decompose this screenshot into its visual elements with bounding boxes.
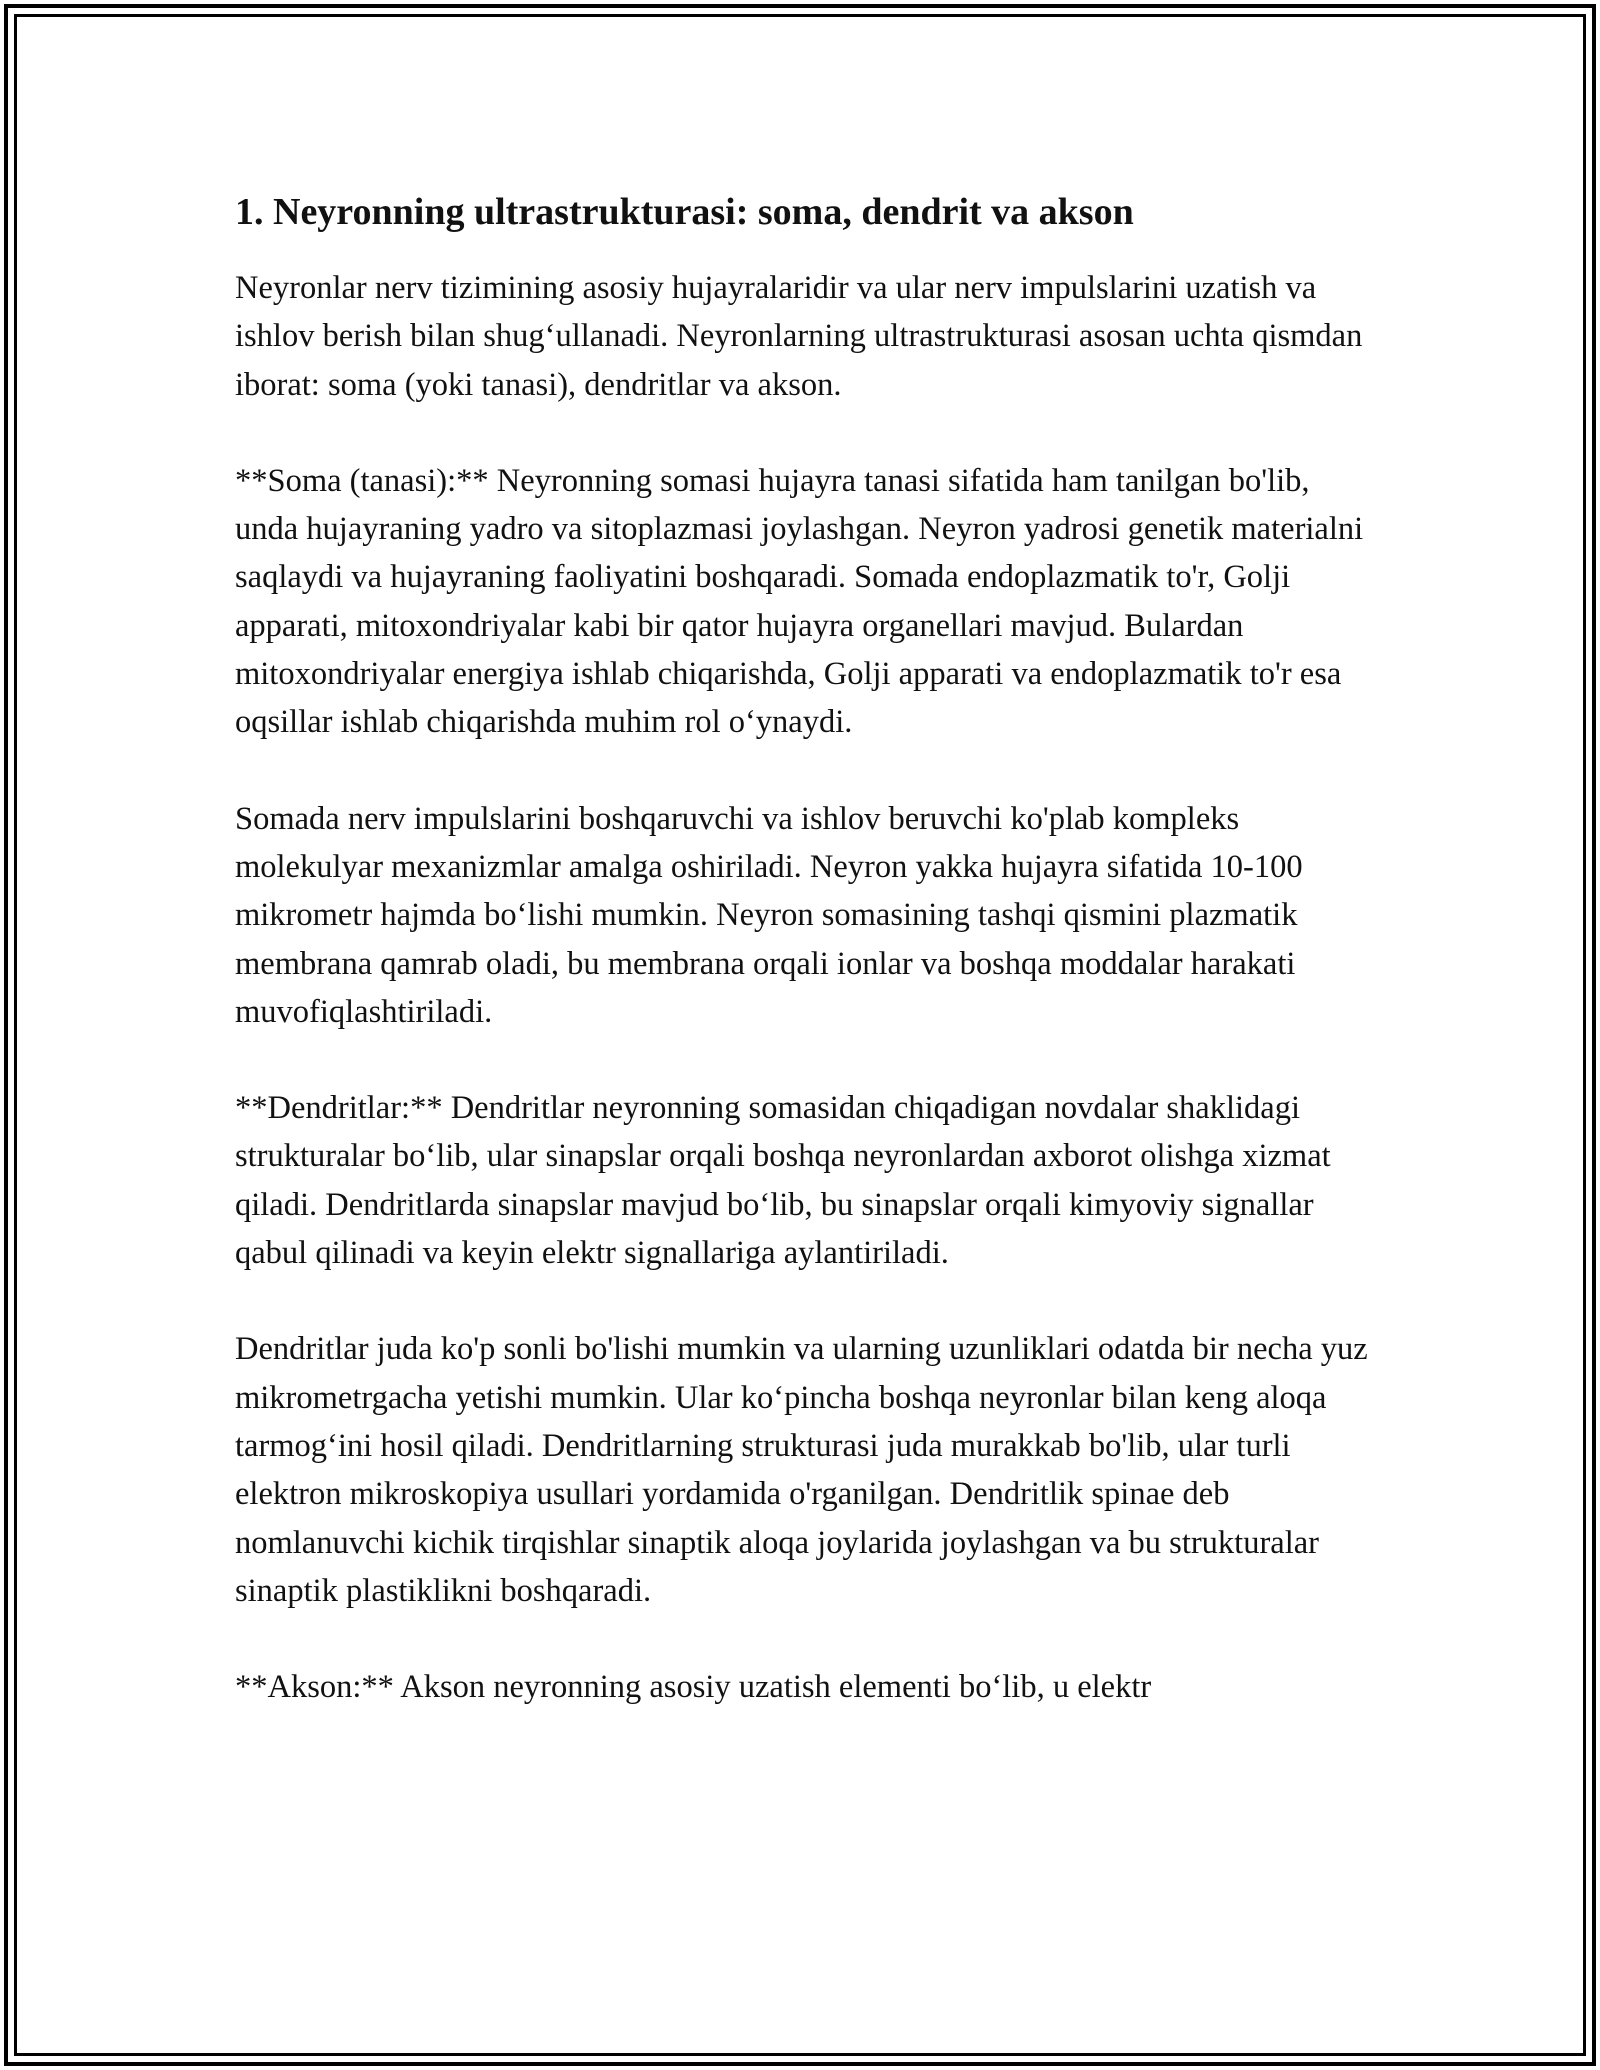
paragraph-soma-details: Somada nerv impulslarini boshqaruvchi va ishlov beruvchi ko'plab kompleks molekulyar mexanizmlar amalga oshiriladi. Neyron yakka hujayra sifatida 10-100 mikrometr hajmda bo‘lishi mumkin. Neyron somasining tashqi qismini plazmatik membrana qamrab oladi, bu membrana orqali ionlar va boshqa moddalar harakati muvofiqlashtiriladi. [235,800,1303,1030]
paragraph-dendrites: **Dendritlar:** Dendritlar neyronning somasidan chiqadigan novdalar shaklidagi strukturalar bo‘lib, ular sinapslar orqali boshqa neyronlardan axborot olishga xizmat qiladi. Dendritlarda sinapslar mavjud bo‘lib, bu sinapslar orqali kimyoviy signallar qabul qilinadi va keyin elektr signallariga aylantiriladi. [235,1090,1331,1272]
document-body [235,186,1370,1711]
section-heading: 1. Neyronning ultrastrukturasi: soma, dendrit va akson [235,191,1134,233]
paragraph-axon: **Akson:** Akson neyronning asosiy uzatish elementi bo‘lib, u elektr [235,1669,1152,1706]
paragraph-intro: Neyronlar nerv tizimining asosiy hujayralaridir va ular nerv impulslarini uzatish va ishlov berish bilan shug‘ullanadi. Neyronlarning ultrastrukturasi asosan uchta qismdan iborat: soma (yoki tanasi), dendritlar va akson. [235,270,1363,403]
paragraph-dendrites-details: Dendritlar juda ko'p sonli bo'lishi mumkin va ularning uzunliklari odatda bir necha yuz mikrometrgacha yetishi mumkin. Ular ko‘pincha boshqa neyronlar bilan keng aloqa tarmog‘ini hosil qiladi. Dendritlarning strukturasi juda murakkab bo'lib, ular turli elektron mikroskopiya usullari yordamida o'rganilgan. Dendritlik spinae deb nomlanuvchi kichik tirqishlar sinaptik aloqa joylarida joylashgan va bu strukturalar sinaptik plastiklikni boshqaradi. [235,1331,1368,1609]
paragraph-soma: **Soma (tanasi):** Neyronning somasi hujayra tanasi sifatida ham tanilgan bo'lib, unda hujayraning yadro va sitoplazmasi joylashgan. Neyron yadrosi genetik materialni saqlaydi va hujayraning faoliyatini boshqaradi. Somada endoplazmatik to'r, Golji apparati, mitoxondriyalar kabi bir qator hujayra organellari mavjud. Bulardan mitoxondriyalar energiya ishlab chiqarishda, Golji apparati va endoplazmatik to'r esa oqsillar ishlab chiqarishda muhim rol o‘ynaydi. [235,462,1364,741]
